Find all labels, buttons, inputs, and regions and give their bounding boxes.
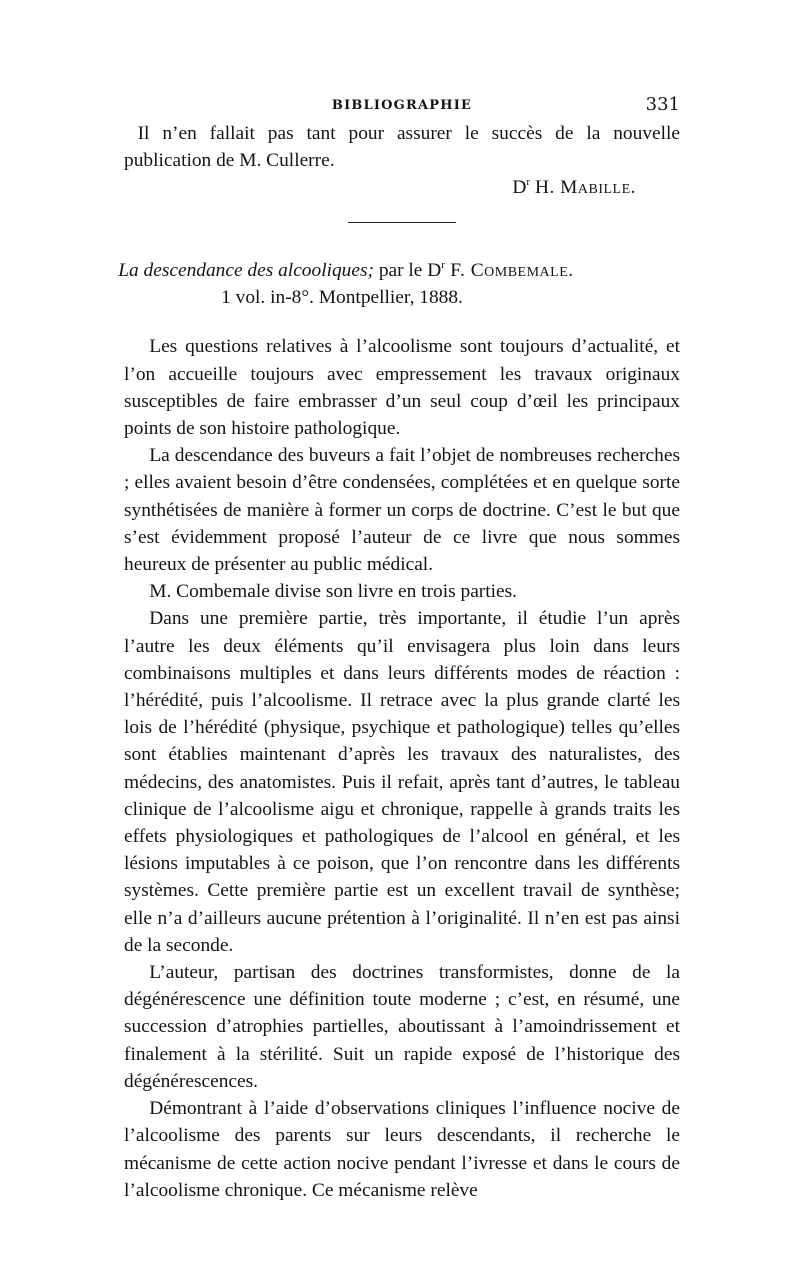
page (118, 92, 680, 1204)
paragraph: La descendance des buveurs a fait l’objet de nombreuses recherches ; elles avaient besoin d’être condensées, complétées et en quelque sorte synthétisées de manière à former un corps de doctrine. C’est le but que s’est évidemment proposé l’auteur de ce livre que nous sommes heureux de présenter au public médical. (124, 445, 680, 576)
review-title-line (118, 257, 680, 284)
page-number: 331 (645, 94, 680, 115)
review-author: F. Combemale. (444, 260, 574, 281)
paragraph: Dans une première partie, très importante, il étudie l’un après l’autre les deux éléments qu’il envisagera plus loin dans leurs combinaisons multiples et dans leurs différents modes de réaction : l’hérédité, puis l’alcoolisme. Il retrace avec la plus grande clarté les lois de l’hérédité (physique, psychique et pathologique) telles qu’elles sont établies maintenant d’après les travaux des naturalistes, des médecins, des anatomistes. Puis il refait, après tant d’autres, le tableau clinique de l’alcoolisme aigu et chronique, rappelle à grands traits les effets physiologiques et pathologiques de l’alcool en général, et les lésions imputables à ce poison, que l’on rencontre dans les différents systèmes. Cette première partie est un excellent travail de synthèse; elle n’a d’ailleurs aucune prétention à l’originalité. Il n’en est pas ainsi de la seconde. (124, 608, 680, 956)
running-title: BIBLIOGRAPHIE (331, 98, 473, 113)
body-text (124, 120, 680, 202)
running-header (124, 92, 680, 120)
review-body (124, 333, 680, 1204)
paragraph: M. Combemale divise son livre en trois parties. (149, 581, 518, 603)
signature (124, 174, 636, 201)
previous-review-closing: Il n’en fallait pas tant pour assurer le succès de la nouvelle publication de M. Cullerre. (124, 123, 680, 172)
paragraph: L’auteur, partisan des doctrines transformistes, donne de la dégénérescence une définition toute moderne ; c’est, en résumé, une succession d’atrophies partielles, aboutissant à l’amoindrissement et finalement à la stérilité. Suit un rapide exposé de l’historique des dégénérescences. (124, 962, 680, 1092)
signature-name: H. Mabille. (534, 177, 636, 199)
signature-prefix: D (512, 177, 527, 199)
review-heading (118, 257, 680, 311)
review-by-superscript: r (441, 259, 445, 271)
section-divider (348, 222, 456, 223)
paragraph: Les questions relatives à l’alcoolisme sont toujours d’actualité, et l’on accueille toujours avec empressement les travaux originaux susceptibles de faire embrasser d’un seul coup d’œil les principaux points de son histoire pathologique. (124, 336, 680, 440)
review-publication: 1 vol. in-8°. Montpellier, 1888. (221, 287, 463, 309)
review-by: par le D (373, 260, 442, 281)
signature-superscript: r (526, 176, 531, 189)
paragraph: Démontrant à l’aide d’observations cliniques l’influence nocive de l’alcoolisme des parents sur leurs descendants, il recherche le mécanisme de cette action nocive pendant l’ivresse et dans le cours de l’alcoolisme chronique. Ce mécanisme relève (124, 1098, 680, 1201)
review-book-title: La descendance des alcooliques; (118, 260, 374, 281)
